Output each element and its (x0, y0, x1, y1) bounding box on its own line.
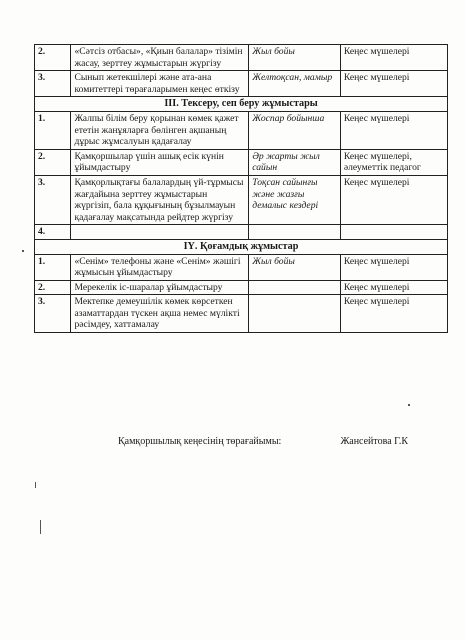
time-cell: Тоқсан сайынғы және жазғы демалыс кездері (249, 175, 341, 224)
section-header-row (35, 97, 448, 112)
scan-speck (408, 404, 410, 406)
row-number: 2. (35, 280, 71, 295)
row-number: 3. (35, 175, 71, 224)
activity-cell: Қамқорлықтағы балалардың үй-тұрмысы жағдайына зерттеу жұмыстарын жүргізіп, бала құқығының бұзылмауын қадағалау мақсатында рейдтер жүргізу (71, 175, 249, 224)
row-number: 2. (35, 149, 71, 175)
activity-cell: Жалпы білім беру қорынан көмек қажет ететін жанұяларға бөлінген ақшаның дұрыс жұмсалуын қадағалау (71, 111, 249, 149)
section-title: ІҮ. Қоғамдық жұмыстар (35, 239, 448, 254)
responsible-cell: Кеңес мүшелері (340, 111, 447, 149)
activity-cell: «Сенім» телефоны және «Сенім» жәшігі жұмысын ұйымдастыру (71, 254, 249, 280)
activity-cell: Мерекелік іс-шаралар ұйымдастыру (71, 280, 249, 295)
activity-cell: «Сәтсіз отбасы», «Қиын балалар» тізімін жасау, зерттеу жұмыстарын жүргізу (71, 45, 249, 71)
activity-cell (71, 225, 249, 240)
table-row (35, 225, 448, 240)
table-row (35, 111, 448, 149)
responsible-cell: Кеңес мүшелері (340, 71, 447, 97)
table-row (35, 295, 448, 333)
time-cell: Желтоқсан, мамыр (249, 71, 341, 97)
activity-cell: Сынып жетекшілері және ата-ана комитеттері төрағаларымен кеңес өткізу (71, 71, 249, 97)
row-number: 2. (35, 45, 71, 71)
plan-table (34, 44, 448, 333)
table-row (35, 149, 448, 175)
responsible-cell (340, 225, 447, 240)
time-cell (249, 295, 341, 333)
row-number: 3. (35, 295, 71, 333)
time-cell: Жыл бойы (249, 254, 341, 280)
activity-cell: Қамқоршылар үшін ашық есік күнін ұйымдастыру (71, 149, 249, 175)
table-row (35, 45, 448, 71)
activity-cell: Мектепке демеушілік көмек көрсеткен азаматтардан түскен ақша немес мүлікті рәсімдеу, хаттамалау (71, 295, 249, 333)
section-header-row (35, 239, 448, 254)
scan-speck (40, 520, 41, 534)
table-row (35, 71, 448, 97)
responsible-cell: Кеңес мүшелері (340, 254, 447, 280)
scan-speck (22, 250, 24, 252)
signatory-position: Қамқоршылық кеңесінің төрағайымы: (118, 436, 282, 447)
responsible-cell: Кеңес мүшелері (340, 175, 447, 224)
scan-speck (35, 482, 36, 488)
table-row (35, 175, 448, 224)
responsible-cell: Кеңес мүшелері (340, 45, 447, 71)
signatory-name: Жансейтова Г.К (340, 436, 408, 447)
signature-line (118, 436, 408, 447)
time-cell: Жыл бойы (249, 45, 341, 71)
table-row (35, 280, 448, 295)
responsible-cell: Кеңес мүшелері (340, 295, 447, 333)
responsible-cell: Кеңес мүшелері, әлеуметтік педагог (340, 149, 447, 175)
row-number: 1. (35, 254, 71, 280)
responsible-cell: Кеңес мүшелері (340, 280, 447, 295)
row-number: 1. (35, 111, 71, 149)
section-title: ІІІ. Тексеру, сеп беру жұмыстары (35, 97, 448, 112)
row-number: 3. (35, 71, 71, 97)
time-cell (249, 280, 341, 295)
time-cell: Жоспар бойынша (249, 111, 341, 149)
time-cell (249, 225, 341, 240)
row-number: 4. (35, 225, 71, 240)
table-row (35, 254, 448, 280)
time-cell: Әр жарты жыл сайын (249, 149, 341, 175)
